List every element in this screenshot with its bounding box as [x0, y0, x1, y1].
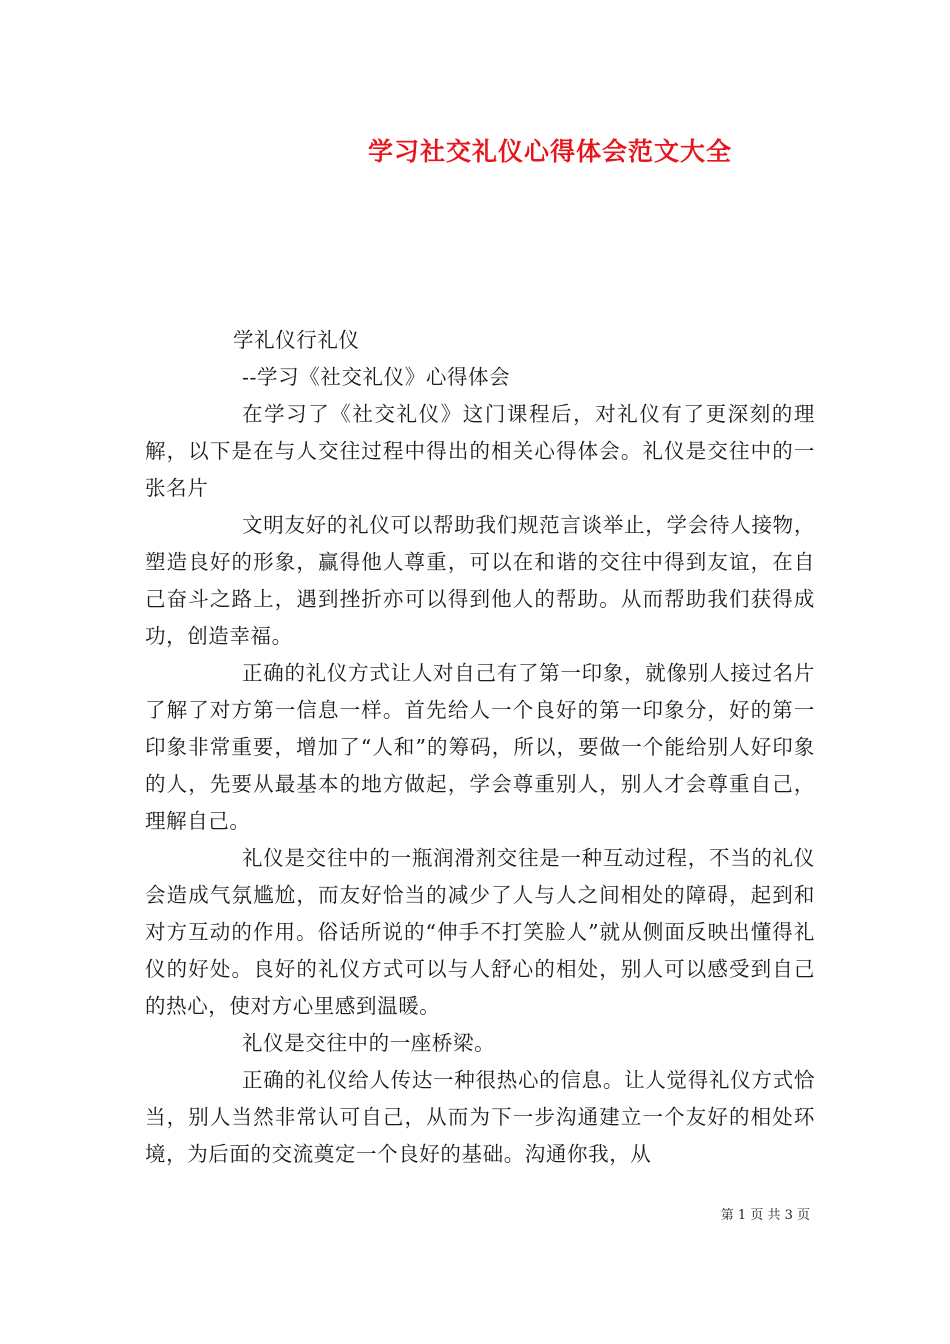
section-heading: 学礼仪行礼仪 — [233, 328, 360, 352]
document-body — [145, 322, 815, 1173]
section-subheading: --学习《社交礼仪》心得体会 — [242, 365, 511, 389]
paragraph-3: 正确的礼仪方式让人对自己有了第一印象，就像别人接过名片了解了对方第一信息一样。首先给人一个良好的第一印象分，好的第一印象非常重要，增加了“人和”的筹码，所以，要做一个能给别人好印象的人，先要从最基本的地方做起，学会尊重别人，别人才会尊重自己，理解自己。 — [145, 661, 815, 833]
page-title: 学习社交礼仪心得体会范文大全 — [367, 137, 732, 166]
paragraph-2: 文明友好的礼仪可以帮助我们规范言谈举止，学会待人接物，塑造良好的形象，赢得他人尊重，可以在和谐的交往中得到友谊，在自己奋斗之路上，遇到挫折亦可以得到他人的帮助。从而帮助我们获得成功，创造幸福。 — [145, 513, 815, 648]
paragraph-6: 正确的礼仪给人传达一种很热心的信息。让人觉得礼仪方式恰当，别人当然非常认可自己，从而为下一步沟通建立一个友好的相处环境，为后面的交流奠定一个良好的基础。沟通你我，从 — [145, 1068, 815, 1166]
page-number: 第 1 页 共 3 页 — [720, 1208, 810, 1223]
paragraph-5: 礼仪是交往中的一座桥梁。 — [242, 1031, 496, 1055]
paragraph-1: 在学习了《社交礼仪》这门课程后，对礼仪有了更深刻的理解，以下是在与人交往过程中得出的相关心得体会。礼仪是交往中的一张名片 — [145, 402, 815, 500]
paragraph-4: 礼仪是交往中的一瓶润滑剂交往是一种互动过程，不当的礼仪会造成气氛尴尬，而友好恰当的减少了人与人之间相处的障碍，起到和对方互动的作用。俗话所说的“伸手不打笑脸人”就从侧面反映出懂得礼仪的好处。良好的礼仪方式可以与人舒心的相处，别人可以感受到自己的热心，使对方心里感到温暖。 — [145, 846, 815, 1018]
